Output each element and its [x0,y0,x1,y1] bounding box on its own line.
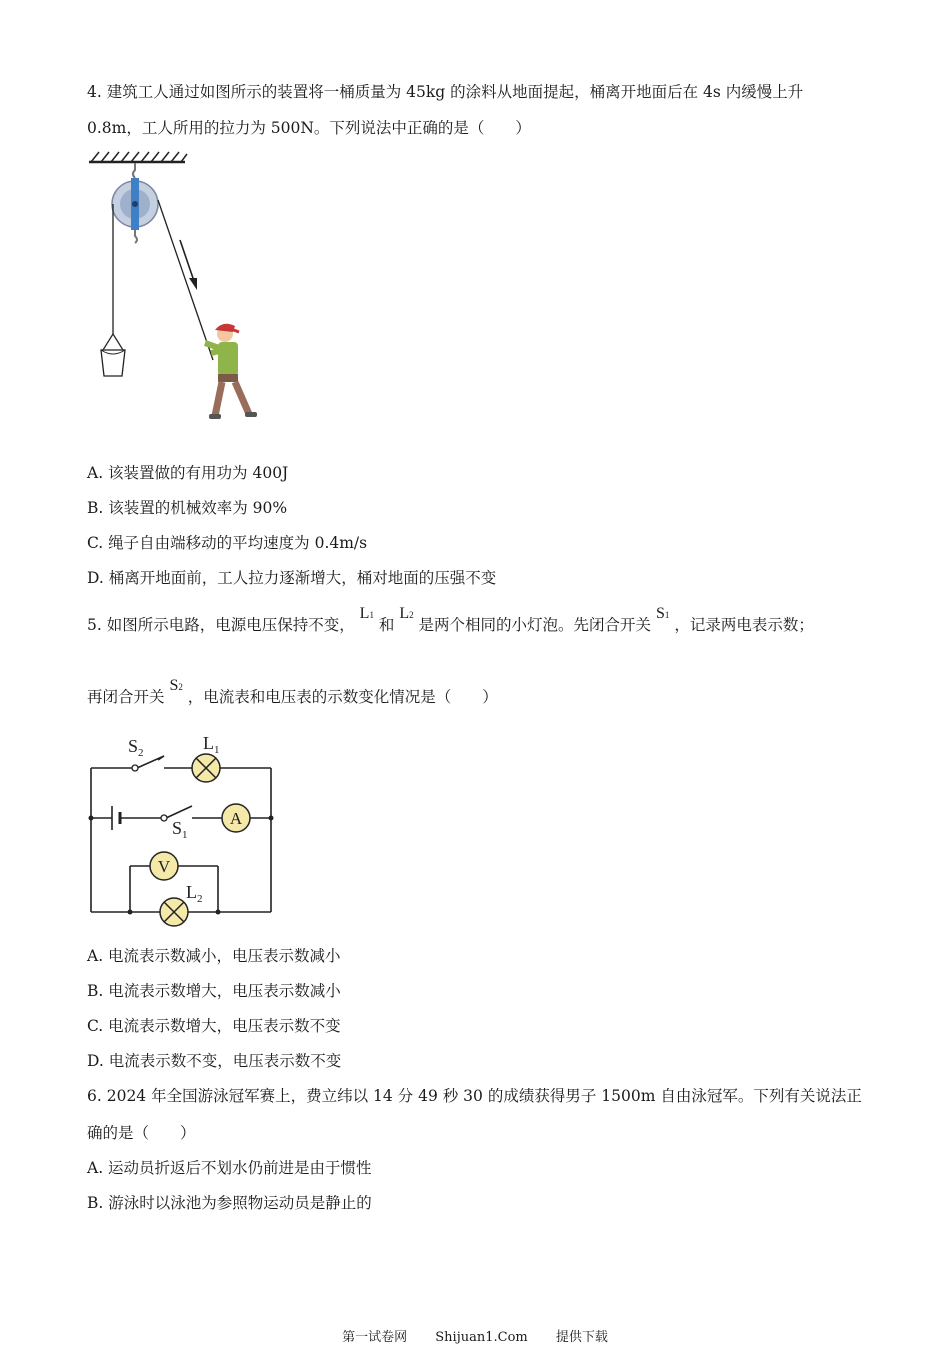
q4-stem-line2: 0.8m，工人所用的拉力为 500N。下列说法中正确的是（ ） [87,119,531,137]
q5-stem-text-c: ，记录两电表示数； [674,616,814,634]
q5-option-a: A. 电流表示数减小，电压表示数减小 [87,947,341,965]
q4-option-c: C. 绳子自由端移动的平均速度为 0.4m/s [87,534,368,552]
q5-stem-text-d: 再闭合开关 [87,688,165,706]
ammeter-label: A [229,809,243,828]
q5-and: 和 [378,616,395,634]
q4-option-b: B. 该装置的机械效率为 90% [87,499,288,517]
s1-symbol: S1 [656,605,670,622]
s2-symbol: S2 [169,677,183,694]
q6-option-b: B. 游泳时以泳池为参照物运动员是静止的 [87,1194,372,1212]
page-footer [0,1326,950,1345]
footer-site: 第一试卷网 [342,1330,408,1345]
circuit-diagram [80,730,290,930]
s1-label: $S_1$ [172,818,188,841]
l1-symbol: L1 [359,605,374,622]
l2-symbol: L2 [399,605,414,622]
q5-stem-text-a: 5. 如图所示电路，电源电压保持不变， [87,616,355,634]
voltmeter-label: V [157,857,171,876]
q4-stem-line1: 4. 建筑工人通过如图所示的装置将一桶质量为 45kg 的涂料从地面提起，桶离开地面后在 4s 内缓慢上升 [87,83,804,101]
q6-option-a: A. 运动员折返后不划水仍前进是由于惯性 [87,1159,372,1177]
q4-option-a: A. 该装置做的有用功为 400J [87,464,289,482]
q5-option-c: C. 电流表示数增大，电压表示数不变 [87,1017,341,1035]
q5-stem-line1 [87,605,814,640]
s2-label: $S_2$ [128,736,144,759]
q5-stem-text-e: ，电流表和电压表的示数变化情况是（ ） [187,688,498,706]
q5-stem-line2 [87,677,498,712]
q5-stem-text-b: 是两个相同的小灯泡。先闭合开关 [418,616,652,634]
q5-option-d: D. 电流表示数不变，电压表示数不变 [87,1052,342,1070]
l2-label: $L_2$ [186,882,203,905]
l1-label: $L_1$ [203,733,220,756]
pulley-figure [85,148,275,433]
q4-option-d: D. 桶离开地面前，工人拉力逐渐增大，桶对地面的压强不变 [87,569,497,587]
q6-stem-line2: 确的是（ ） [87,1124,196,1142]
footer-note: 提供下载 [555,1330,608,1345]
q5-option-b: B. 电流表示数增大，电压表示数减小 [87,982,341,1000]
q6-stem-line1: 6. 2024 年全国游泳冠军赛上，费立纬以 14 分 49 秒 30 的成绩获得男子 1500m 自由泳冠军。下列有关说法正 [87,1087,862,1105]
footer-domain: Shijuan1.Com [435,1330,528,1345]
